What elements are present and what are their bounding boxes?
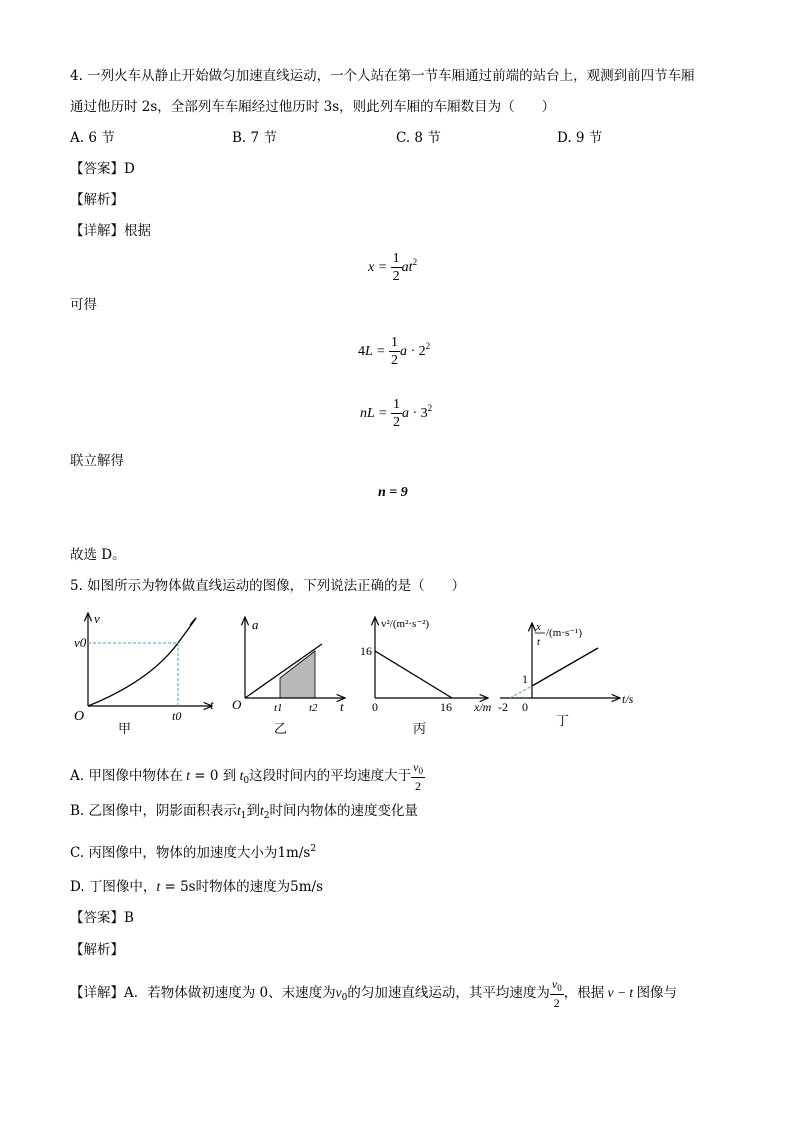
q4-formula-2: 4L = $\frac{1}{2}$ $a \cdot 2^2$ (358, 335, 431, 368)
graph-ding (498, 621, 634, 728)
yi-caption: 乙 (274, 721, 288, 736)
jia-x0: t0 (172, 709, 182, 723)
bing-ylabel: v²/(m²·s⁻²) (381, 618, 430, 630)
graph-yi (232, 617, 345, 736)
q4-analysis-label: 【解析】 (70, 192, 124, 208)
bing-line (375, 651, 452, 698)
jia-y0: v0 (74, 635, 87, 650)
q5-option-a: A. 甲图像中物体在 t = 0 到 $t_0$这段时间内的平均速度大于 $\frac{v_0}{2}$ (70, 760, 423, 793)
q4-option-c: C. 8 节 (396, 130, 441, 146)
q5-option-b: B. 乙图像中，阴影面积表示$t_1$到$t_2$时间内物体的速度变化量 (70, 803, 419, 821)
ding-caption: 丁 (556, 713, 570, 728)
bing-y-tick: 16 (360, 644, 372, 658)
q5-analysis-label: 【解析】 (70, 942, 124, 958)
q4-lianli: 联立解得 (70, 453, 124, 469)
graph-bing (360, 617, 492, 736)
q4-stem-line1: 4. 一列火车从静止开始做匀加速直线运动，一个人站在第一节车厢通过前端的站台上，观测到前四节车厢 (70, 68, 695, 84)
ding-xlabel: t/s (622, 692, 634, 706)
jia-ylabel: v (94, 611, 100, 626)
q5-option-c: C. 丙图像中，物体的加速度大小为$1m/s^2$ (70, 844, 317, 861)
yi-shaded-area (280, 651, 315, 698)
q4-formula-1: x = $\frac{1}{2}$ $at^2$ (368, 251, 418, 284)
jia-curve (88, 618, 196, 706)
q4-formula-3: nL = $\frac{1}{2}$ $a \cdot 3^2$ (360, 397, 433, 430)
q4-answer: 【答案】D (70, 161, 135, 177)
q4-conclusion: 故选 D。 (70, 547, 126, 563)
yi-t1: t1 (274, 702, 283, 714)
bing-xlabel: x/m (474, 700, 492, 714)
q5-stem: 5. 如图所示为物体做直线运动的图像，下列说法正确的是（ ） (70, 578, 466, 594)
bing-origin: 0 (372, 700, 378, 714)
ding-x-neg-tick: -2 (498, 700, 508, 714)
ding-extension (510, 686, 532, 698)
q4-option-a: A. 6 节 (70, 130, 115, 146)
q5-graphs (0, 603, 794, 743)
q5-option-d: D. 丁图像中，t = 5s时物体的速度为5m/s (70, 879, 323, 895)
jia-origin: O (74, 709, 85, 724)
ding-ylabel-unit: /(m·s⁻¹) (546, 627, 582, 639)
ding-y-tick: 1 (522, 672, 528, 686)
q4-option-d: D. 9 节 (557, 130, 603, 146)
q4-detail-label: 【详解】根据 (70, 223, 151, 239)
yi-t2: t2 (309, 702, 318, 714)
ding-line (532, 648, 598, 686)
yi-xlabel: t (340, 699, 344, 714)
q4-stem-line2: 通过他历时 2s，全部列车车厢经过他历时 3s，则此列车厢的车厢数目为（ ） (70, 99, 556, 115)
q4-result: n = 9 (378, 485, 408, 500)
ding-origin: 0 (522, 700, 528, 714)
bing-caption: 丙 (413, 721, 427, 736)
q4-kede: 可得 (70, 297, 97, 313)
jia-caption: 甲 (118, 721, 132, 736)
q5-detail-line: 【详解】A．若物体做初速度为 0、末速度为$v_0$的匀加速直线运动，其平均速度为 $\frac{v_0}{2}$ ，根据 v − t 图像与 (70, 977, 678, 1010)
q5-answer: 【答案】B (70, 910, 134, 926)
ding-ylabel-top: x (536, 621, 541, 633)
bing-x-tick: 16 (440, 700, 452, 714)
yi-origin: O (232, 697, 242, 712)
graph-jia (74, 611, 214, 736)
q4-option-b: B. 7 节 (232, 130, 277, 146)
yi-ylabel: a (252, 617, 259, 632)
jia-xlabel: t (210, 697, 214, 712)
ding-ylabel-bottom: t (537, 636, 541, 648)
